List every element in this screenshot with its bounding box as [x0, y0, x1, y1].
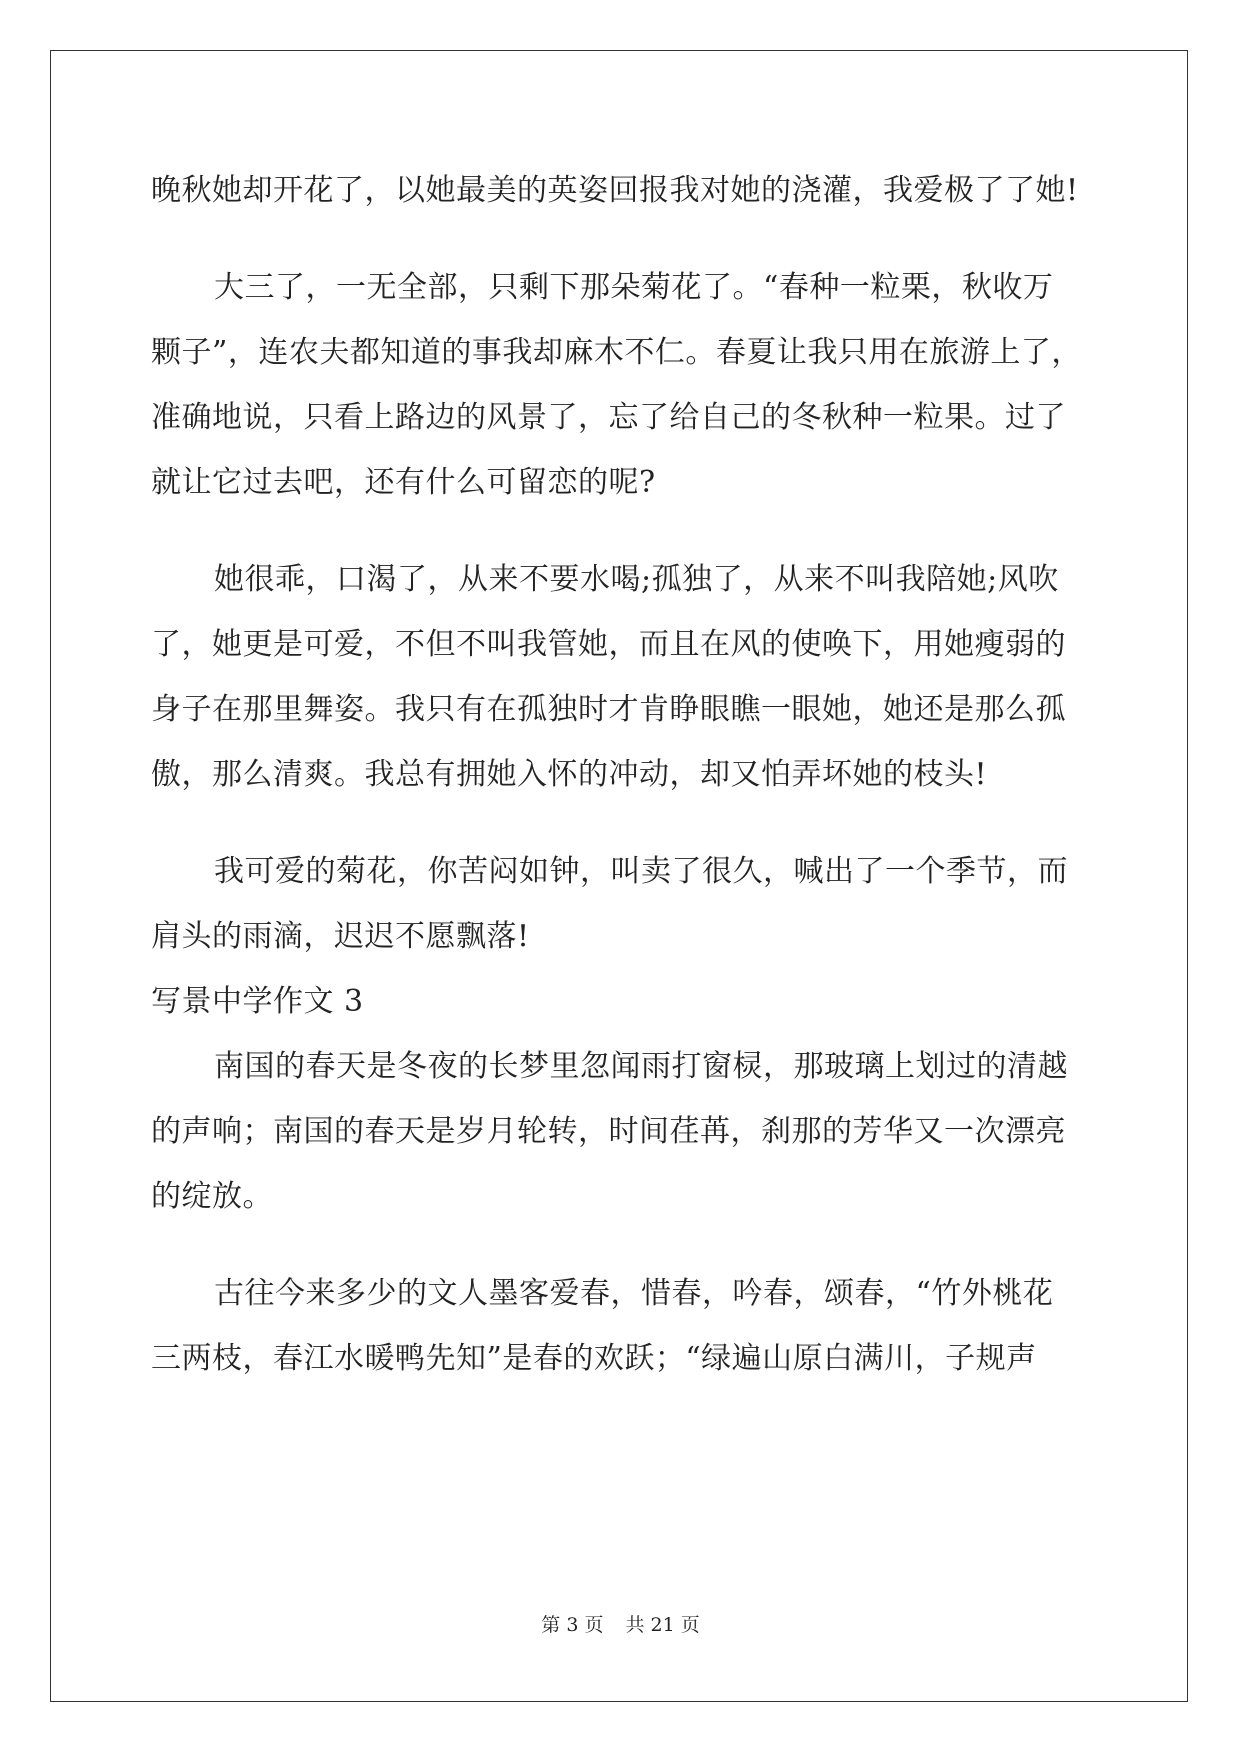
- text-line: 晚秋她却开花了，以她最美的英姿回报我对她的浇灌，我爱极了了她!: [151, 173, 1079, 208]
- text-line: 她很乖，口渴了，从来不要水喝;孤独了，从来不叫我陪她;风吹: [214, 562, 1059, 597]
- page-footer: [0, 1610, 1241, 1637]
- text-line: 三两枝，春江水暖鸭先知”是春的欢跃；“绿遍山原白满川，子规声: [151, 1341, 1037, 1376]
- text-line: 颗子”，连农夫都知道的事我却麻木不仁。春夏让我只用在旅游上了，: [151, 335, 1082, 370]
- text-line: 我可爱的菊花，你苦闷如钟，叫卖了很久，喊出了一个季节，而: [214, 854, 1068, 889]
- text-line: 傲，那么清爽。我总有拥她入怀的冲动，却又怕弄坏她的枝头!: [151, 757, 988, 792]
- text-line: 了，她更是可爱，不但不叫我管她，而且在风的使唤下，用她瘦弱的: [151, 627, 1066, 662]
- text-line: 南国的春天是冬夜的长梦里忽闻雨打窗棂，那玻璃上划过的清越: [214, 1049, 1068, 1084]
- page-number: 第 3 页: [541, 1614, 604, 1636]
- text-line: 的声响；南国的春天是岁月轮转，时间荏苒，刹那的芳华又一次漂亮: [151, 1114, 1066, 1149]
- text-line: 古往今来多少的文人墨客爱春，惜春，吟春，颂春，“竹外桃花: [214, 1276, 1054, 1311]
- text-line: 就让它过去吧，还有什么可留恋的呢?: [151, 465, 656, 500]
- document-body: [151, 158, 1091, 1391]
- page-total: 共 21 页: [625, 1614, 700, 1636]
- text-line: 准确地说，只看上路边的风景了，忘了给自己的冬秋种一粒果。过了: [151, 400, 1066, 435]
- section-heading: 写景中学作文 3: [151, 984, 364, 1019]
- text-line: 的绽放。: [151, 1179, 273, 1214]
- text-line: 肩头的雨滴，迟迟不愿飘落!: [151, 919, 530, 954]
- text-line: 大三了，一无全部，只剩下那朵菊花了。“春种一粒栗，秋收万: [214, 270, 1054, 305]
- text-line: 身子在那里舞姿。我只有在孤独时才肯睁眼瞧一眼她，她还是那么孤: [151, 692, 1066, 727]
